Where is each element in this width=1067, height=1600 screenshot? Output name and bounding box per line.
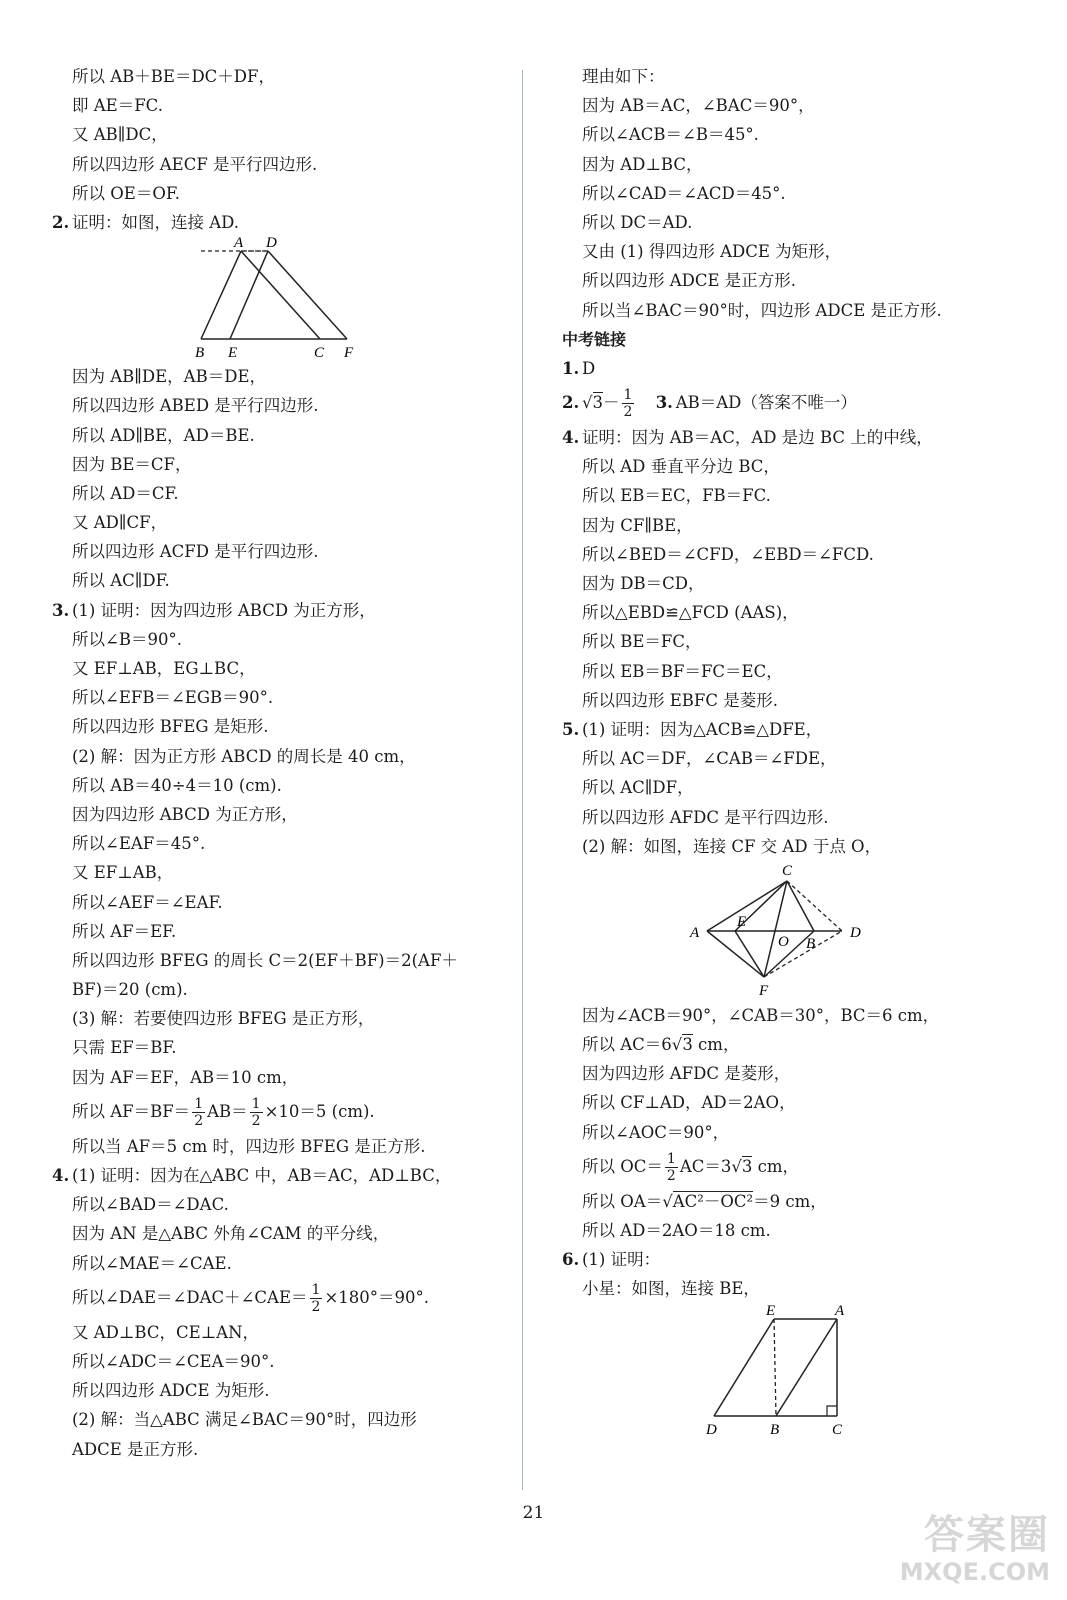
text-line: 又 AD∥CF， [72, 513, 168, 533]
text-line: 只需 EF＝BF. [72, 1038, 177, 1058]
text-line: 所以四边形 BFEG 的周长 C＝2(EF＋BF)＝2(AF＋ [72, 950, 458, 970]
fraction [665, 1151, 678, 1184]
question-2-intro [52, 208, 492, 237]
text-line: 因为 BE＝CF， [72, 454, 192, 474]
question-text: (1) 证明：因为四边形 ABCD 为正方形， [72, 600, 376, 620]
label-c: C [314, 345, 325, 362]
text-line: 所以四边形 ADCE 是正方形. [582, 271, 797, 291]
text-line: 因为 CF∥BE， [582, 515, 693, 535]
label-b: B [770, 1421, 780, 1438]
text-line: 小星：如图，连接 BE， [582, 1279, 760, 1299]
segment-ef [735, 931, 764, 977]
figure-rhombus [562, 861, 1032, 1001]
text-line: ADCE 是正方形. [72, 1439, 199, 1459]
question-text: (1) 证明：因为在△ABC 中，AB＝AC，AD⊥BC， [72, 1166, 452, 1185]
sqrt-line [562, 1030, 1032, 1059]
text-line: 因为 AB∥DE，AB＝DE， [72, 367, 266, 387]
page-number: 21 [522, 1503, 545, 1523]
question-text: 证明：因为 AB＝AC，AD 是边 BC 上的中线， [582, 428, 933, 448]
fraction-line [52, 1278, 492, 1318]
right-angle-mark [827, 1406, 837, 1416]
segment-cd [787, 881, 842, 931]
label-a: A [835, 1303, 845, 1319]
label-e: E [766, 1303, 776, 1319]
text-line: 所以 DC＝AD. [582, 212, 693, 232]
text-segment: AC＝3 [679, 1156, 732, 1176]
text-segment: AB＝ [207, 1101, 248, 1121]
label-c: C [782, 862, 793, 879]
text-line: 所以 AC＝DF，∠CAB＝∠FDE， [582, 749, 837, 769]
text-line: 又 EF⊥AB， [72, 863, 174, 883]
sqrt-symbol: √ [662, 1191, 673, 1211]
text-line: 所以四边形 ACFD 是平行四边形. [72, 542, 319, 562]
fraction-line [562, 1147, 1032, 1187]
numerator: 1 [666, 1150, 676, 1167]
text-segment: ＝9 cm， [753, 1191, 827, 1211]
text-line: 所以∠B＝90°. [72, 629, 182, 649]
question-3-first [52, 596, 492, 625]
text-line: 即 AE＝FC. [72, 96, 163, 116]
text-line: 又由 (1) 得四边形 ADCE 为矩形， [582, 242, 842, 262]
question-number: 3. [52, 600, 70, 620]
radicand: 3 [741, 1156, 753, 1176]
text-segment: cm， [752, 1156, 800, 1176]
text-line: 所以 AC∥DF， [582, 778, 694, 798]
question-text: 证明：如图，连接 AD. [72, 212, 240, 232]
radicand: 3 [682, 1035, 693, 1055]
segment-cf [764, 881, 787, 977]
segment-ac [707, 881, 787, 931]
text-segment: 所以 OC＝ [582, 1156, 663, 1176]
text-line: 所以 BE＝FC， [582, 632, 702, 652]
text-line: 所以∠EAF＝45°. [72, 834, 206, 854]
denominator: 2 [311, 1298, 321, 1315]
text-line: 理由如下： [582, 67, 665, 86]
figure-rhombus-svg [562, 861, 1032, 1001]
text-line: (2) 解：因为正方形 ABCD 的周长是 40 cm， [72, 746, 416, 766]
fraction [250, 1096, 263, 1129]
text-segment: cm， [692, 1035, 740, 1055]
text-line: 又 EF⊥AB，EG⊥BC， [72, 659, 256, 678]
text-line: 所以当 AF＝5 cm 时，四边形 BFEG 是正方形. [72, 1136, 426, 1156]
label-b: B [195, 345, 205, 362]
text-line: 又 AB∥DC， [72, 125, 168, 145]
text-line: 所以 AB＋BE＝DC＋DF， [72, 67, 275, 86]
text-line: 所以 AD＝CF. [72, 483, 179, 503]
label-d: D [706, 1421, 717, 1438]
numerator: 1 [311, 1281, 321, 1298]
text-line: 因为 AN 是△ABC 外角∠CAM 的平分线， [72, 1224, 390, 1244]
watermark [868, 1512, 1058, 1594]
text-line: 又 AD⊥BC，CE⊥AN， [72, 1322, 260, 1342]
answer-text: D [582, 358, 596, 378]
figure-abed-svg [52, 237, 492, 362]
fraction [622, 387, 635, 420]
numerator: 1 [623, 387, 633, 404]
text-line: 因为∠ACB＝90°，∠CAB＝30°，BC＝6 cm， [582, 1005, 940, 1025]
text-line: 所以∠ACB＝∠B＝45°. [582, 125, 759, 145]
question-4-first [562, 423, 1032, 452]
fraction-line [52, 1092, 492, 1132]
text-line: 所以 EB＝BF＝FC＝EC， [582, 661, 783, 681]
text-segment: 所以 AF＝BF＝ [72, 1101, 191, 1121]
text-line: 所以 AF＝EF. [72, 921, 177, 941]
text-line: 所以 EB＝EC，FB＝FC. [582, 486, 771, 506]
question-number: 6. [562, 1250, 580, 1270]
answer-1 [562, 354, 1032, 383]
segment-fd [764, 931, 842, 977]
question-number: 2. [562, 393, 580, 413]
numerator: 1 [194, 1095, 204, 1112]
section-heading: 中考链接 [562, 329, 627, 349]
text-line: 因为四边形 ABCD 为正方形， [72, 804, 298, 824]
text-line: 因为 AB＝AC，∠BAC＝90°， [582, 96, 815, 116]
text-line: (2) 解：当△ABC 满足∠BAC＝90°时，四边形 [72, 1410, 417, 1430]
text-line: 所以 AD∥BE，AD＝BE. [72, 425, 255, 445]
text-line: 所以△EBD≌△FCD (AAS)， [582, 603, 799, 623]
segment-ab [776, 1319, 837, 1416]
text-line: 所以四边形 ABED 是平行四边形. [72, 396, 319, 416]
text-line: 所以∠CAD＝∠ACD＝45°. [582, 183, 786, 203]
radicand: AC²－OC² [672, 1191, 754, 1211]
label-a: A [234, 237, 244, 252]
text-line: 所以四边形 AFDC 是平行四边形. [582, 807, 829, 827]
sqrt-line [562, 1187, 1032, 1216]
text-line: 所以∠MAE＝∠CAE. [72, 1253, 232, 1273]
label-f: F [759, 982, 769, 999]
text-segment: ×180°＝90°. [324, 1287, 430, 1307]
watermark-title: 答案圈 [924, 1512, 1050, 1558]
question-number: 5. [562, 719, 580, 739]
question-number: 1. [562, 358, 580, 378]
answer-2-3 [562, 383, 1032, 423]
text-line: 因为 AD⊥BC， [582, 154, 703, 174]
text-line: 所以 AD＝2AO＝18 cm. [582, 1221, 771, 1240]
text-segment: ×10＝5 (cm). [264, 1101, 375, 1121]
label-e: E [737, 913, 747, 930]
text-segment: 所以 OA＝ [582, 1191, 663, 1211]
label-c: C [832, 1421, 843, 1438]
segment-be [774, 1319, 776, 1416]
label-d: D [850, 924, 861, 941]
figure-abed [52, 237, 492, 362]
column-divider [522, 70, 523, 1490]
label-o: O [778, 933, 789, 950]
numerator: 1 [251, 1095, 261, 1112]
text-line: 所以∠BED＝∠CFD，∠EBD＝∠FCD. [582, 544, 874, 564]
label-a: A [690, 924, 700, 941]
figure-trapezoid-svg [562, 1304, 1032, 1444]
question-text: (1) 证明：因为△ACB≌△DFE， [582, 719, 823, 739]
question-4-first [52, 1161, 492, 1190]
question-number: 2. [52, 212, 70, 232]
segment-cb [787, 881, 814, 931]
fraction [310, 1282, 323, 1315]
sqrt-symbol: √ [731, 1156, 742, 1176]
watermark-url: MXQE.COM [899, 1558, 1050, 1586]
segment-ed [714, 1319, 774, 1416]
radicand: 3 [592, 393, 604, 413]
text-line: (3) 解：若要使四边形 BFEG 是正方形， [72, 1009, 375, 1029]
text-line: 所以 OE＝OF. [72, 183, 180, 203]
text-line: 所以∠EFB＝∠EGB＝90°. [72, 688, 274, 708]
question-text: (1) 证明： [582, 1250, 661, 1270]
text-line: 因为 DB＝CD， [582, 574, 705, 593]
text-line: 所以 CF⊥AD，AD＝2AO， [582, 1093, 796, 1113]
label-b: B [806, 935, 816, 952]
text-line: (2) 解：如图，连接 CF 交 AD 于点 O， [582, 836, 882, 856]
fraction [192, 1096, 205, 1129]
label-f: F [344, 345, 354, 362]
denominator: 2 [251, 1112, 261, 1129]
text-line: 因为四边形 AFDC 是菱形， [582, 1064, 791, 1084]
question-number: 4. [562, 428, 580, 448]
question-number: 3. [655, 393, 673, 413]
text-line: 所以 AB＝40÷4＝10 (cm). [72, 775, 282, 795]
label-d: D [266, 237, 277, 252]
text-line: 所以∠BAD＝∠DAC. [72, 1195, 229, 1215]
denominator: 2 [194, 1112, 204, 1129]
text-line: 所以四边形 EBFC 是菱形. [582, 690, 778, 710]
label-e: E [228, 345, 238, 362]
text-line: 所以∠AOC＝90°， [582, 1122, 730, 1142]
left-column [52, 62, 492, 1464]
segment-af [707, 931, 764, 977]
denominator: 2 [666, 1167, 676, 1184]
text-line: 所以 AC∥DF. [72, 571, 170, 591]
sqrt-symbol: √ [671, 1035, 683, 1055]
denominator: 2 [623, 404, 633, 421]
text-line: 所以 AD 垂直平分边 BC， [582, 457, 780, 477]
question-6-first [562, 1245, 1032, 1274]
text-line: 所以∠AEF＝∠EAF. [72, 892, 223, 912]
text-line: 所以∠ADC＝∠CEA＝90°. [72, 1351, 275, 1371]
text-line: 所以四边形 AECF 是平行四边形. [72, 154, 318, 174]
text-line: BF)＝20 (cm). [72, 980, 188, 1000]
text-line: 所以四边形 ADCE 为矩形. [72, 1381, 270, 1401]
text-segment: 所以 AC＝6 [582, 1035, 672, 1055]
text-line: 所以当∠BAC＝90°时，四边形 ADCE 是正方形. [582, 300, 942, 320]
text-line: 因为 AF＝EF，AB＝10 cm， [72, 1067, 299, 1087]
minus-sign: － [603, 393, 620, 413]
question-number: 4. [52, 1166, 70, 1185]
question-5-first [562, 715, 1032, 744]
sqrt-symbol: √ [582, 393, 593, 413]
answer-text: AB＝AD（答案不唯一） [675, 393, 857, 413]
figure-trapezoid [562, 1304, 1032, 1444]
right-column [562, 62, 1032, 1444]
text-segment: 所以∠DAE＝∠DAC＋∠CAE＝ [72, 1287, 308, 1307]
text-line: 所以四边形 BFEG 是矩形. [72, 717, 269, 737]
